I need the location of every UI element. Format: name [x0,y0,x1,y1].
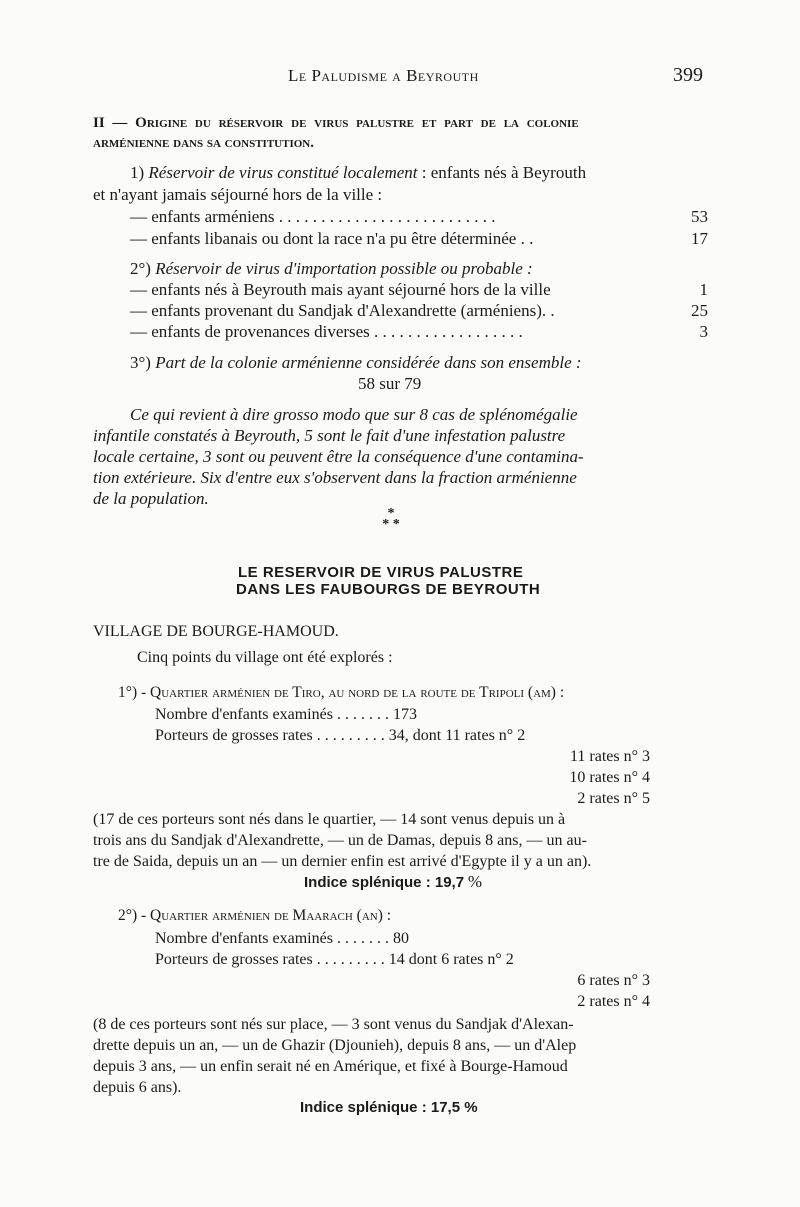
row-label: — enfants libanais ou dont la race n'a pu être déterminée . . [130,229,534,248]
row-value: 53 [691,207,708,226]
examined-label: Nombre d'enfants examinés . . . . . . . [155,706,389,723]
row-value: 17 [691,229,708,248]
quarter2-examined [155,929,409,949]
row-label: — enfants provenant du Sandjak d'Alexandrette (arméniens). . [130,301,555,320]
quarter2-note-1: (8 de ces porteurs sont nés sur place, — 3 sont venus du Sandjak d'Alexan- [93,1016,574,1033]
quarter2-sub-2: 2 rates n° 4 [577,993,650,1010]
section3-title-line1: LE RESERVOIR DE VIRUS PALUSTRE [238,564,524,581]
quarter2-heading: 2°) - Quartier arménien de Maarach (an) : [118,907,392,924]
quarter2-index: Indice splénique : 17,5 % [300,1099,478,1116]
quarter2-note-2: drette depuis un an, — un de Ghazir (Djounieh), depuis 8 ans, — un d'Alep [93,1037,577,1054]
section-heading-line1: II — Origine du réservoir de virus palustre et part de la colonie [93,115,579,131]
item2-title: Réservoir de virus d'importation possible ou probable : [155,259,533,278]
quarter1-carriers [155,726,525,746]
item3-title: Part de la colonie arménienne considérée dans son ensemble : [155,353,582,372]
paragraph-line-4: tion extérieure. Six d'entre eux s'observent dans la fraction arménienne [93,468,577,487]
row-label: — enfants nés à Beyrouth mais ayant séjourné hors de la ville [130,280,551,299]
row-value: 3 [699,322,708,341]
paragraph-line-3: locale certaine, 3 sont ou peuvent être la conséquence d'une contamina- [93,447,584,466]
paragraph-line-2: infantile constatés à Beyrouth, 5 sont le fait d'une infestation palustre [93,426,566,445]
row-value: 25 [691,301,708,320]
item2-row-2 [130,301,708,321]
village-intro: Cinq points du village ont été explorés : [137,649,393,666]
item1-number: 1) [130,163,145,182]
examined-label: Nombre d'enfants examinés . . . . . . . [155,930,389,947]
row-value: 1 [699,280,708,299]
page-number: 399 [673,64,703,86]
asterism-separator: * * * [382,506,400,532]
quarter2-note-3: depuis 3 ans, — un enfin serait né en Amérique, et fixé à Bourge-Hamoud [93,1058,568,1075]
quarter1-note-3: tre de Saida, depuis un an — un dernier enfin est arrivé d'Egypte il y a un an). [93,853,592,870]
item2-line [130,259,533,279]
quarter2-carriers [155,950,514,970]
carriers-label: Porteurs de grosses rates . . . . . . . . . [155,951,385,968]
item1-title: Réservoir de virus constitué localement [148,163,418,182]
item1-row-1 [130,207,708,227]
item3-line [130,353,582,373]
quarter1-sub-3: 2 rates n° 5 [577,790,650,807]
item2-number: 2°) [130,259,151,278]
item1-line2: et n'ayant jamais séjourné hors de la ville : [93,185,383,204]
quarter2-sub-1: 6 rates n° 3 [577,972,650,989]
carriers-value: 34, dont 11 rates n° 2 [388,727,526,744]
quarter1-sub-2: 10 rates n° 4 [569,769,650,786]
examined-value: 173 [392,706,417,723]
quarter2-note-4: depuis 6 ans). [93,1079,182,1096]
index-unit: % [467,872,482,891]
item1-row-2 [130,229,708,249]
paragraph-line-1: Ce qui revient à dire grosso modo que sur 8 cas de splénomégalie [130,405,578,424]
item2-row-1 [130,280,708,300]
quarter1-index [304,872,482,892]
item3-ratio: 58 sur 79 [358,374,422,393]
row-label: — enfants arméniens . . . . . . . . . . . . . . . . . . . . . . . . . . [130,207,496,226]
quarter1-examined [155,705,417,725]
quarter1-heading: 1°) - Quartier arménien de Tiro, au nord de la route de Tripoli (am) : [118,684,565,701]
running-title: Le Paludisme a Beyrouth [288,66,479,85]
item3-number: 3°) [130,353,151,372]
index-label: Indice splénique : 19,7 [304,874,465,891]
quarter1-note-2: trois ans du Sandjak d'Alexandrette, — un de Damas, depuis 8 ans, — un au- [93,832,587,849]
section-heading-line2: arménienne dans sa constitution. [93,135,314,151]
village-title: VILLAGE DE BOURGE-HAMOUD. [93,623,339,640]
carriers-value: 14 dont 6 rates n° 2 [388,951,514,968]
carriers-label: Porteurs de grosses rates . . . . . . . . . [155,727,385,744]
section3-title-line2: DANS LES FAUBOURGS DE BEYROUTH [236,581,541,598]
quarter1-note-1: (17 de ces porteurs sont nés dans le quartier, — 14 sont venus depuis un à [93,811,566,828]
item1-line [130,163,586,183]
item2-row-3 [130,322,708,342]
examined-value: 80 [392,930,409,947]
item1-rest: : enfants nés à Beyrouth [417,163,587,182]
quarter1-sub-1: 11 rates n° 3 [569,748,650,765]
row-label: — enfants de provenances diverses . . . . . . . . . . . . . . . . . . [130,322,523,341]
paragraph-line-5: de la population. [93,489,209,508]
